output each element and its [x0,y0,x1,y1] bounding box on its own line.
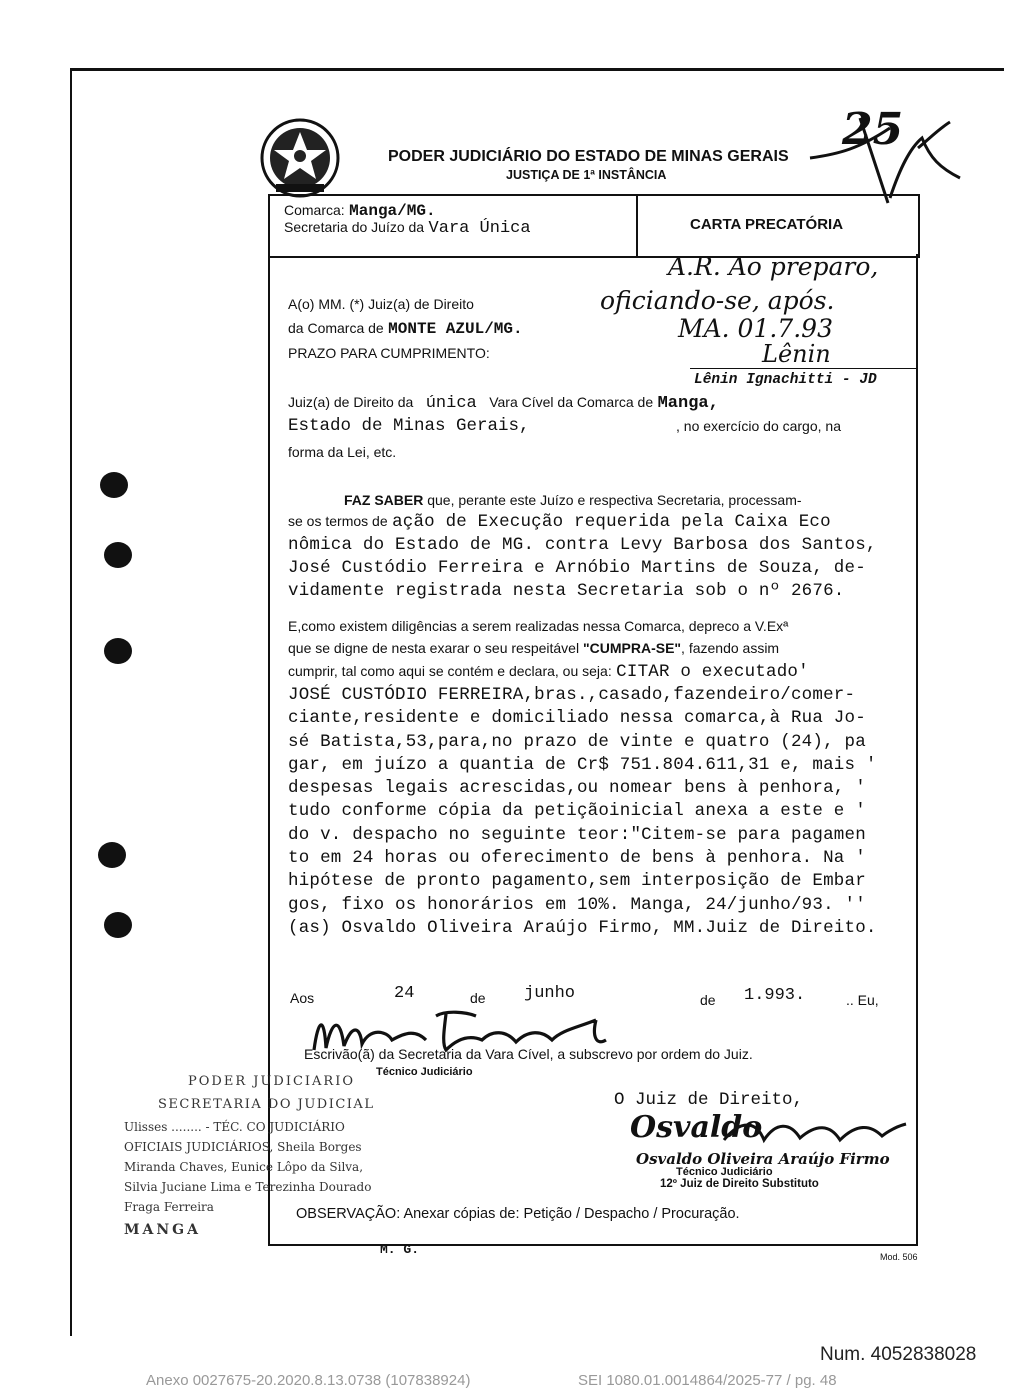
punch-hole-mark [104,542,132,568]
faz-saber-line5: vidamente registrada nesta Secretaria sob o nº 2676. [288,581,845,601]
page-mark-handwritten: 25 [842,104,904,155]
handwritten-note-signature: Lênin [762,340,831,368]
office-stamp-line: OFICIAIS JUDICIÁRIOS, Sheila Borges [124,1140,362,1154]
body-line2-c: , fazendo assim [681,640,780,656]
body-line2 [288,640,779,656]
judge-sign-typed: O Juiz de Direito, [614,1090,804,1110]
typed-order-line: tudo conforme cópia da petiçãoinicial anexa a este e ' [288,801,866,822]
signature-rule [690,368,916,369]
judge-intro-label3: , no exercício do cargo, na [676,418,841,434]
punch-hole-mark [104,638,132,664]
typed-order-body [288,684,877,940]
judge-intro-value2: Manga, [657,394,719,413]
document-number: Num. 4052838028 [820,1344,977,1365]
typed-order-line: do v. despacho no seguinte teor:"Citem-se para pagamen [288,824,866,845]
typed-order-line: gar, em juízo a quantia de Cr$ 751.804.611,31 e, mais ' [288,754,877,775]
faz-saber-typed: ação de Execução requerida pela Caixa Eco [392,512,831,532]
handwritten-note-line1: A.R. Ao preparo, [668,252,879,281]
faz-saber-line1 [344,492,802,508]
comarca-label: Comarca: [284,202,345,218]
office-stamp-line: PODER JUDICIARIO [188,1074,356,1089]
office-stamp-line: Miranda Chaves, Eunice Lôpo da Silva, [124,1160,364,1174]
date-de1: de [470,990,486,1006]
judge-intro-label4: forma da Lei, etc. [288,444,397,460]
secretaria-label: Secretaria do Juízo da [284,219,425,235]
addressee-comarca-label: da Comarca de [288,320,384,336]
header-box-divider [636,194,638,256]
judge-typed-name: Lênin Ignachitti - JD [694,372,877,388]
faz-saber-line2 [288,512,831,532]
secretaria-value: Vara Única [428,219,531,238]
typed-order-line: JOSÉ CUSTÓDIO FERREIRA,bras.,casado,fazendeiro/comer- [288,685,856,705]
office-stamp-line: MANGA [124,1222,201,1238]
addressee-line: A(o) MM. (*) Juiz(a) de Direito [288,296,474,312]
body-line3 [288,662,809,682]
form-model-code: Mod. 506 [880,1252,918,1262]
faz-saber-prefix: se os termos de [288,513,388,529]
punch-hole-mark [104,912,132,938]
document-type: CARTA PRECATÓRIA [690,216,844,233]
judge-intro-label2: Vara Cível da Comarca de [489,394,654,410]
judge-intro-state: Estado de Minas Gerais, [288,416,530,436]
typed-order-line: despesas legais acrescidas,ou nomear bens à penhora, ' [288,778,866,799]
scrivener-stamp-title: Técnico Judiciário [376,1066,473,1078]
faz-saber-line3: nômica do Estado de MG. contra Levy Barbosa dos Santos, [288,535,877,555]
handwritten-note-date: MA. 01.7.93 [678,314,833,343]
addressee-comarca-value: MONTE AZUL/MG. [388,320,523,338]
date-de2: de [700,992,716,1008]
body-right-border [916,254,918,1246]
court-title: PODER JUDICIÁRIO DO ESTADO DE MINAS GERAIS [388,148,789,165]
faz-saber-lead: FAZ SABER [344,492,424,508]
typed-order-line: ciante,residente e domiciliado nessa comarca,à Rua Jo- [288,708,866,729]
typed-order-line: gos, fixo os honorários em 10%. Manga, 24/junho/93. '' [288,894,866,915]
punch-hole-mark [98,842,126,868]
coat-of-arms-seal-icon [258,118,342,205]
scrivener-line: Escrivão(ã) da Secretaria da Vara Cível, a subscrevo por ordem do Juiz. [304,1046,753,1062]
judge-stamp-2: 12º Juiz de Direito Substituto [660,1178,819,1190]
footer-sei: SEI 1080.01.0014864/2025-77 / pg. 48 [578,1372,837,1389]
deadline-label: PRAZO PARA CUMPRIMENTO: [288,345,490,361]
handwritten-note-line2: oficiando-se, após. [600,286,835,315]
judge-signature: Osvaldo [630,1110,763,1145]
secretaria-row [284,219,531,238]
judge-sign-name: Osvaldo Oliveira Araújo Firmo [636,1150,890,1168]
typed-order-line: to em 24 horas ou oferecimento de bens à penhora. Na ' [288,848,866,869]
office-stamp-line: Silvia Juciane Lima e Terezinha Dourado [124,1180,372,1194]
footer-anexo: Anexo 0027675-20.2020.8.13.0738 (107838924) [146,1372,471,1389]
judge-intro-label1: Juiz(a) de Direito da [288,394,414,410]
body-line3-b: CITAR o executado' [616,662,809,682]
judge-intro-value1: única [425,394,477,413]
body-line1: E,como existem diligências a serem realizadas nessa Comarca, depreco a V.Exª [288,618,789,634]
comarca-value: Manga/MG. [349,202,436,220]
office-stamp-line: Ulisses ........ - TÉC. CO JUDICIÁRIO [124,1120,345,1134]
body-line2-b: "CUMPRA-SE" [582,640,682,656]
body-bottom-border [268,1244,918,1246]
judge-stamp-1: Técnico Judiciário [676,1166,773,1178]
addressee-comarca [288,320,523,338]
office-stamp-bottom: M. G. [380,1242,420,1257]
body-line2-a: que se digne de nesta exarar o seu respeitável [288,640,580,656]
faz-saber-rest: que, perante este Juízo e respectiva Secretaria, processam- [427,492,802,508]
observation-note: OBSERVAÇÃO: Anexar cópias de: Petição / Despacho / Procuração. [296,1206,740,1222]
punch-hole-mark [100,472,128,498]
date-eu: .. Eu, [846,992,879,1008]
typed-order-line: hipótese de pronto pagamento,sem interposição de Embar [288,871,866,892]
faz-saber-line4: José Custódio Ferreira e Arnóbio Martins de Souza, de- [288,558,866,578]
judge-intro-line1 [288,394,719,413]
date-aos: Aos [290,990,315,1006]
comarca-row [284,202,436,220]
office-stamp-line: Fraga Ferreira [124,1200,214,1214]
body-line3-a: cumprir, tal como aqui se contém e declara, ou seja: [288,663,612,679]
date-day: 24 [394,984,415,1003]
court-subtitle: JUSTIÇA DE 1ª INSTÂNCIA [506,168,667,182]
typed-order-line: (as) Osvaldo Oliveira Araújo Firmo, MM.Juiz de Direito. [288,917,877,938]
date-month: junho [524,984,576,1003]
typed-order-line: sé Batista,53,para,no prazo de vinte e quatro (24), pa [288,731,866,752]
date-year: 1.993. [744,986,806,1005]
office-stamp-line: SECRETARIA DO JUDICIAL [158,1097,375,1112]
